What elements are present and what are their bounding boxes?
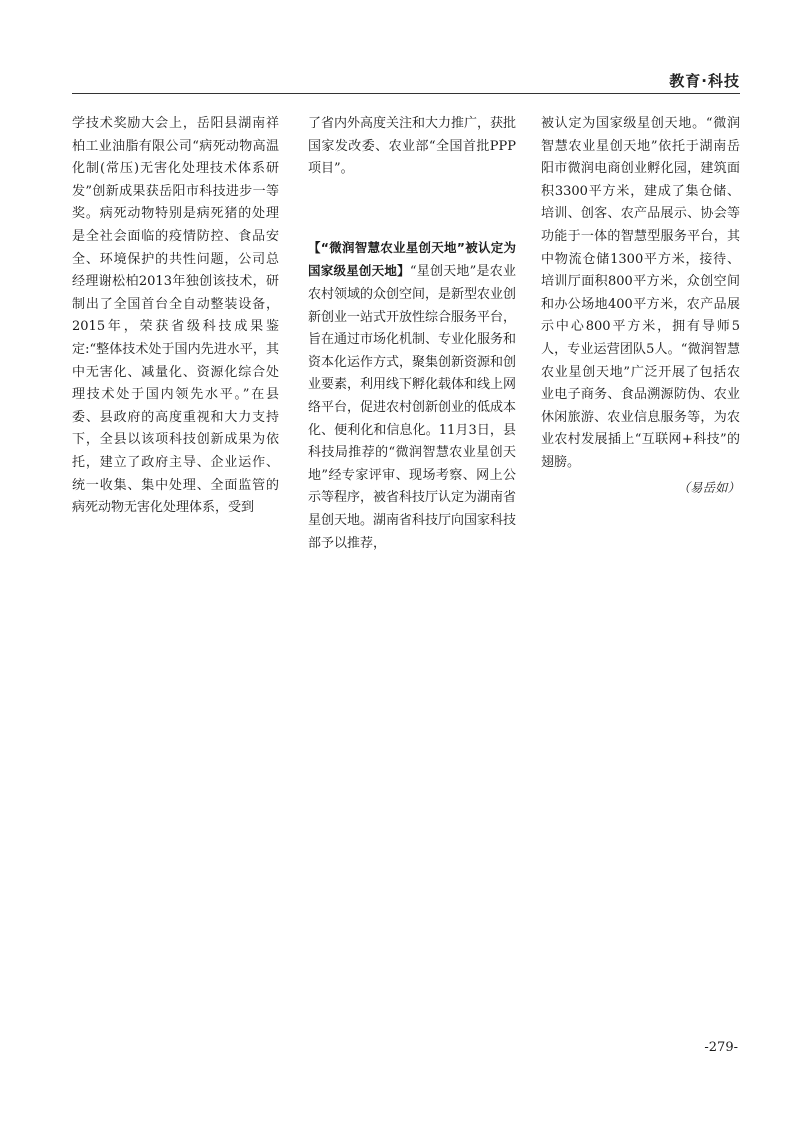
news-item-heading: 【“微润智慧农业星创天地”被认定为国家级星创天地】 <box>308 239 516 279</box>
page-header <box>72 66 740 94</box>
paragraph-gap <box>308 181 516 237</box>
paragraph-continuation: 被认定为国家级星创天地。“微润智慧农业星创天地”依托于湖南岳阳市微润电商创业孵化园，建筑面积3300平方米，建成了集仓储、培训、创客、农产品展示、协会等功能于一体的智慧型服务平台，其中物流仓储1300平方米，接待、培训厅面积800平方米，众创空间和办公场地400平方米，农产品展示中心800平方米，拥有导师5人，专业运营团队5人。“微润智慧农业星创天地”广泛开展了包括农业电子商务、食品溯源防伪、农业休闲旅游、农业信息服务等，为农业农村发展插上“互联网+科技”的翅膀。 <box>541 116 740 470</box>
header-rule <box>72 93 740 94</box>
news-item <box>308 237 516 555</box>
text-column-2 <box>308 113 516 555</box>
page-number: -279- <box>704 1040 738 1055</box>
text-column-1 <box>72 113 279 520</box>
news-item-body: “星创天地”是农业农村领域的众创空间，是新型农业创新创业一站式开放性综合服务平台，旨在通过市场化机制、专业化服务和资本化运作方式，聚集创新资源和创业要素，利用线下孵化载体和线上网络平台，促进农村创新创业的低成本化、便利化和信息化。11月3日，县科技局推荐的“微润智慧农业星创天地”经专家评审、现场考察、网上公示等程序，被省科技厅认定为湖南省星创天地。湖南省科技厅向国家科技部予以推荐， <box>308 264 517 551</box>
text-column-3 <box>541 113 740 499</box>
section-title: 教育·科技 <box>669 72 740 90</box>
paragraph-continuation: 了省内外高度关注和大力推广，获批国家发改委、农业部“全国首批PPP项目”。 <box>308 116 517 177</box>
paragraph-continuation: 学技术奖励大会上，岳阳县湖南祥柏工业油脂有限公司“病死动物高温化制(常压)无害化处理技术体系研发”创新成果获岳阳市科技进步一等奖。病死动物特别是病死猪的处理是全社会面临的疫情防控、食品安全、环境保护的共性问题，公司总经理谢松柏2013年独创该技术，研制出了全国首台全自动整装设备，2015年，荣获省级科技成果鉴定:“整体技术处于国内先进水平，其中无害化、减量化、资源化综合处理技术处于国内领先水平。”在县委、县政府的高度重视和大力支持下，全县以该项科技创新成果为依托，建立了政府主导、企业运作、统一收集、集中处理、全面监管的病死动物无害化处理体系，受到 <box>72 116 279 516</box>
author-signature: （易岳如） <box>677 479 740 495</box>
